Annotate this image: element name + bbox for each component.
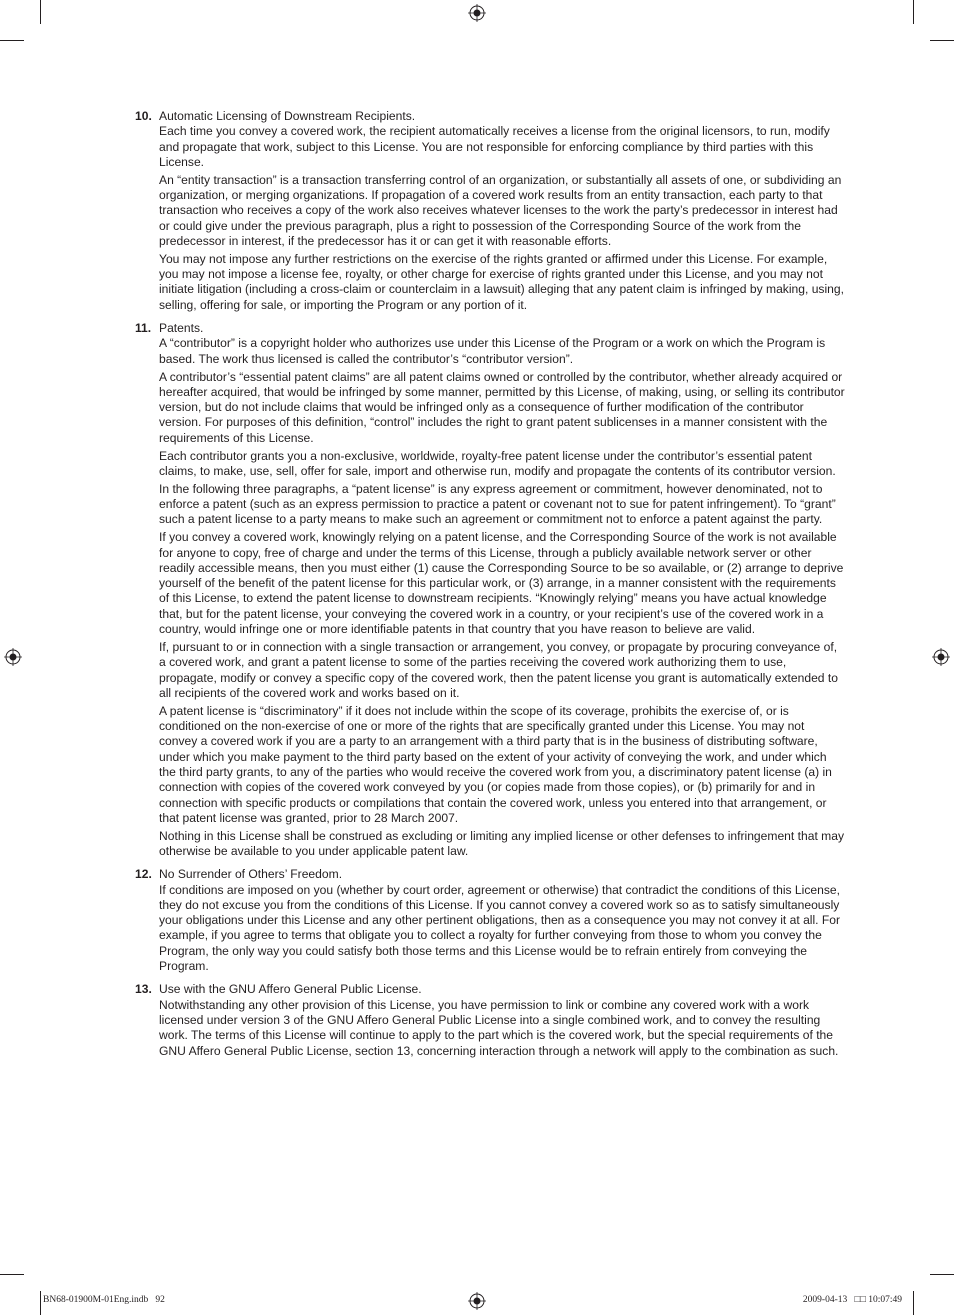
section-11 [135, 321, 845, 859]
paragraph: You may not impose any further restrictions on the exercise of the rights granted or affirmed under this License. For example, you may not impose a license fee, royalty, or other charge for exercise of rights granted under this License, and you may not initiate litigation (including a cross-claim or counterclaim in a lawsuit) alleging that any patent claim is infringed by making, using, selling, offering for sale, or importing the Program or any portion of it. [159, 251, 844, 312]
paragraph: A contributor’s “essential patent claims” are all patent claims owned or controlled by the contributor, whether already acquired or hereafter acquired, that would be infringed by some manner, permitted by this License, of making, using, or selling its contributor version, but do not include claims that would be infringed only as a consequence of further modification of the contributor version. For purposes of this definition, “control” includes the right to grant patent sublicenses in a manner consistent with the requirements of this License. [159, 369, 845, 445]
paragraph: If you convey a covered work, knowingly relying on a patent license, and the Corresponding Source of the work is not available for anyone to copy, free of charge and under the terms of this License, through a publicly available network server or other readily accessible means, then you must either (1) cause the Corresponding Source to be so available, or (2) arrange to deprive yourself of the benefit of the patent license for this particular work, or (3) arrange, in a manner consistent with the requirements of this License, to extend the patent license to downstream recipients. “Knowingly relying” means you have actual knowledge that, but for the patent license, your conveying the covered work in a country, or your recipient’s use of the covered work in a country, would infringe one or more identifiable patents in that country that you have reason to believe are valid. [159, 530, 844, 637]
section-heading: 10. Automatic Licensing of Downstream Recipients. [135, 109, 416, 123]
paragraph: A “contributor” is a copyright holder who authorizes use under this License of the Program or a work on which the Program is based. The work thus licensed is called the contributor’s “contributor version”. [159, 336, 826, 366]
paragraph: Each contributor grants you a non-exclusive, worldwide, royalty-free patent license under the contributor’s essential patent claims, to make, use, sell, offer for sale, import and otherwise run, modify and propagate the contents of its contributor version. [159, 448, 836, 478]
registration-mark-icon [468, 4, 486, 22]
section-heading: 11. Patents. [135, 321, 204, 336]
section-heading: 12. No Surrender of Others’ Freedom. [135, 867, 343, 882]
paragraph: Nothing in this License shall be construed as excluding or limiting any implied license or other defenses to infringement that may otherwise be available to you under applicable patent law. [159, 828, 845, 858]
paragraph: Each time you convey a covered work, the recipient automatically receives a license from the original licensors, to run, modify and propagate that work, subject to this License. You are not responsible for enforcing compliance by third parties with this License. [159, 124, 830, 169]
paragraph: An “entity transaction” is a transaction transferring control of an organization, or substantially all assets of one, or subdividing an organization, or merging organizations. If propagation of a covered work results from an entity transaction, each party to that transaction who receives a copy of the work also receives whatever licenses to the work the party’s predecessor in interest had or could give under the previous paragraph, plus a right to possession of the Corresponding Source of the work from the predecessor in interest, if the predecessor has it or can get it with reasonable efforts. [159, 172, 842, 248]
crop-mark-top-left-v [40, 0, 41, 24]
footer-file-info: BN68-01900M-01Eng.indb 92 [43, 1295, 165, 1305]
crop-mark-bottom-left-h [0, 1274, 24, 1275]
section-heading: 13. Use with the GNU Affero General Public License. [135, 982, 422, 997]
paragraph: If, pursuant to or in connection with a single transaction or arrangement, you convey, or propagate by procuring conveyance of, a covered work, and grant a patent license to some of the parties receiving the covered work authorizing them to use, propagate, modify or convey a specific copy of the covered work, then the patent license you grant is automatically extended to all recipients of the covered work and works based on it. [159, 639, 838, 700]
paragraph: If conditions are imposed on you (whether by court order, agreement or otherwise) that contradict the conditions of this License, they do not excuse you from the conditions of this License. If you cannot convey a covered work so as to satisfy simultaneously your obligations under this License and any other pertinent obligations, then as a consequence you may not convey it at all. For example, if you agree to terms that obligate you to collect a royalty for further conveying from those to whom you convey the Program, the only way you could satisfy both those terms and this License would be to refrain entirely from conveying the Program. [159, 882, 841, 974]
crop-mark-bottom-right-v [913, 1291, 914, 1315]
section-number: 10. [135, 109, 152, 123]
registration-mark-icon [468, 1292, 486, 1310]
crop-mark-top-right-v [913, 0, 914, 24]
section-10 [135, 109, 845, 313]
crop-mark-top-right-h [930, 40, 954, 41]
registration-mark-icon [932, 648, 950, 666]
paragraph: Notwithstanding any other provision of this License, you have permission to link or combine any covered work with a work licensed under version 3 of the GNU Affero General Public License into a single combined work, and to convey the resulting work. The terms of this License will continue to apply to the part which is the covered work, but the special requirements of the GNU Affero General Public License, section 13, concerning interaction through a network will apply to the combination as such. [159, 997, 839, 1058]
section-number: 11. [135, 321, 152, 336]
section-number: 12. [135, 867, 152, 882]
crop-mark-bottom-left-v [40, 1291, 41, 1315]
section-13 [135, 982, 845, 1058]
crop-mark-bottom-right-h [930, 1274, 954, 1275]
section-12 [135, 867, 845, 974]
paragraph: A patent license is “discriminatory” if it does not include within the scope of its coverage, prohibits the exercise of, or is conditioned on the non-exercise of one or more of the rights that are specifically granted under this License. You may not convey a covered work if you are a party to an arrangement with a third party that is in the business of distributing software, under which you make payment to the third party based on the extent of your activity of conveying the work, and under which the third party grants, to any of the parties who would receive the covered work from you, a discriminatory patent license (a) in connection with copies of the covered work conveyed by you (or copies made from those copies), or (b) primarily for and in connection with specific products or compilations that contain the covered work, unless you entered into that arrangement, or that patent license was granted, prior to 28 March 2007. [159, 703, 832, 825]
registration-mark-icon [4, 648, 22, 666]
license-text [135, 109, 845, 1067]
section-number: 13. [135, 982, 152, 997]
footer-timestamp: 2009-04-13 □□ 10:07:49 [802, 1295, 902, 1305]
paragraph: In the following three paragraphs, a “patent license” is any express agreement or commitment, however denominated, not to enforce a patent (such as an express permission to practice a patent or covenant not to sue for patent infringement). To “grant” such a patent license to a party means to make such an agreement or commitment not to enforce a patent against the party. [159, 481, 836, 527]
crop-mark-top-left-h [0, 40, 24, 41]
